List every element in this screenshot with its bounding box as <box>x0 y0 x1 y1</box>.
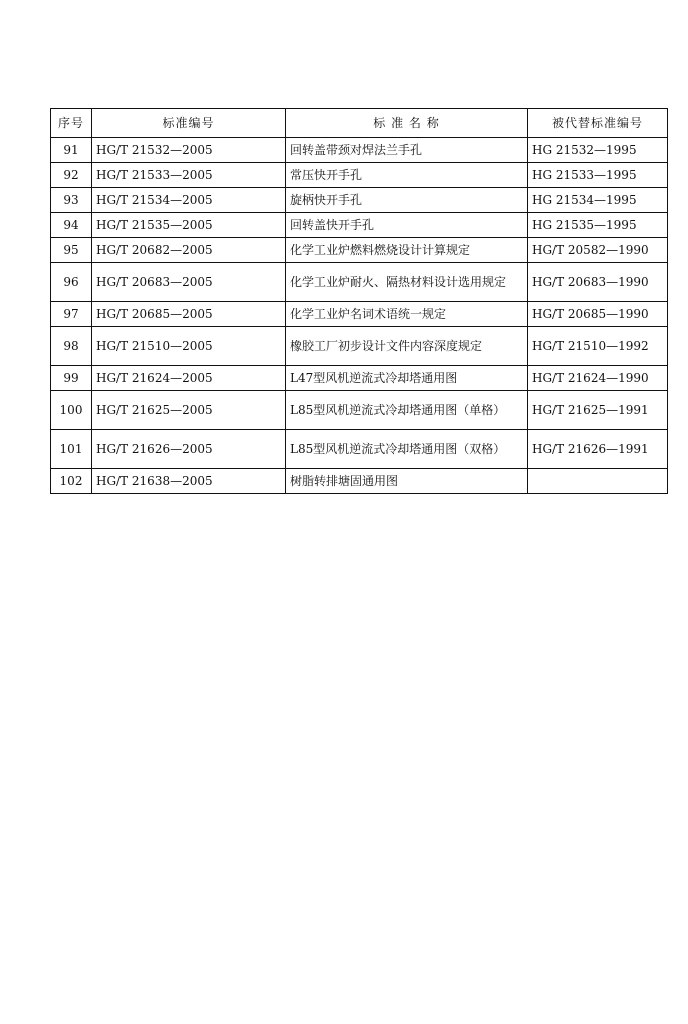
row-code: HG/T 21535—2005 <box>92 213 286 238</box>
row-replaced: HG/T 21625—1991 <box>528 391 668 430</box>
header-row <box>51 109 668 138</box>
table-row <box>51 188 668 213</box>
row-code: HG/T 21532—2005 <box>92 138 286 163</box>
table-row <box>51 163 668 188</box>
row-replaced: HG/T 21626—1991 <box>528 430 668 469</box>
row-seq: 98 <box>51 327 92 366</box>
row-seq: 95 <box>51 238 92 263</box>
row-seq: 101 <box>51 430 92 469</box>
row-name: L47型风机逆流式冷却塔通用图 <box>286 366 528 391</box>
row-code: HG/T 21625—2005 <box>92 391 286 430</box>
header-name: 标 准 名 称 <box>286 109 528 138</box>
row-code: HG/T 20682—2005 <box>92 238 286 263</box>
row-code: HG/T 21624—2005 <box>92 366 286 391</box>
row-name: 回转盖快开手孔 <box>286 213 528 238</box>
table-body <box>51 138 668 494</box>
row-code: HG/T 20683—2005 <box>92 263 286 302</box>
row-code: HG/T 21626—2005 <box>92 430 286 469</box>
row-name: 常压快开手孔 <box>286 163 528 188</box>
row-replaced: HG/T 20685—1990 <box>528 302 668 327</box>
table-row <box>51 238 668 263</box>
row-name: 旋柄快开手孔 <box>286 188 528 213</box>
standards-table <box>50 108 668 494</box>
row-replaced: HG 21533—1995 <box>528 163 668 188</box>
row-seq: 94 <box>51 213 92 238</box>
row-code: HG/T 21510—2005 <box>92 327 286 366</box>
row-seq: 97 <box>51 302 92 327</box>
row-name: 橡胶工厂初步设计文件内容深度规定 <box>286 327 528 366</box>
row-code: HG/T 21638—2005 <box>92 469 286 494</box>
table-row <box>51 263 668 302</box>
row-name: 树脂转排塘固通用图 <box>286 469 528 494</box>
row-seq: 96 <box>51 263 92 302</box>
header-replaced: 被代替标准编号 <box>528 109 668 138</box>
row-code: HG/T 21533—2005 <box>92 163 286 188</box>
table-row <box>51 327 668 366</box>
table-row <box>51 138 668 163</box>
row-name: L85型风机逆流式冷却塔通用图（双格） <box>286 430 528 469</box>
row-name: L85型风机逆流式冷却塔通用图（单格） <box>286 391 528 430</box>
table-row <box>51 366 668 391</box>
row-seq: 102 <box>51 469 92 494</box>
row-replaced: HG 21535—1995 <box>528 213 668 238</box>
table-row <box>51 391 668 430</box>
table-row <box>51 302 668 327</box>
row-replaced: HG/T 21624—1990 <box>528 366 668 391</box>
row-seq: 91 <box>51 138 92 163</box>
row-replaced: HG 21532—1995 <box>528 138 668 163</box>
row-replaced: HG 21534—1995 <box>528 188 668 213</box>
row-code: HG/T 20685—2005 <box>92 302 286 327</box>
row-seq: 92 <box>51 163 92 188</box>
row-replaced: HG/T 20582—1990 <box>528 238 668 263</box>
row-name: 化学工业炉燃料燃烧设计计算规定 <box>286 238 528 263</box>
row-replaced: HG/T 21510—1992 <box>528 327 668 366</box>
table-row <box>51 213 668 238</box>
row-name: 化学工业炉耐火、隔热材料设计选用规定 <box>286 263 528 302</box>
row-seq: 100 <box>51 391 92 430</box>
table-row <box>51 430 668 469</box>
row-name: 回转盖带颈对焊法兰手孔 <box>286 138 528 163</box>
table-row <box>51 469 668 494</box>
row-seq: 93 <box>51 188 92 213</box>
header-code: 标准编号 <box>92 109 286 138</box>
row-code: HG/T 21534—2005 <box>92 188 286 213</box>
table-header <box>51 109 668 138</box>
row-name: 化学工业炉名词术语统一规定 <box>286 302 528 327</box>
row-seq: 99 <box>51 366 92 391</box>
row-replaced: HG/T 20683—1990 <box>528 263 668 302</box>
row-replaced <box>528 469 668 494</box>
header-seq: 序号 <box>51 109 92 138</box>
